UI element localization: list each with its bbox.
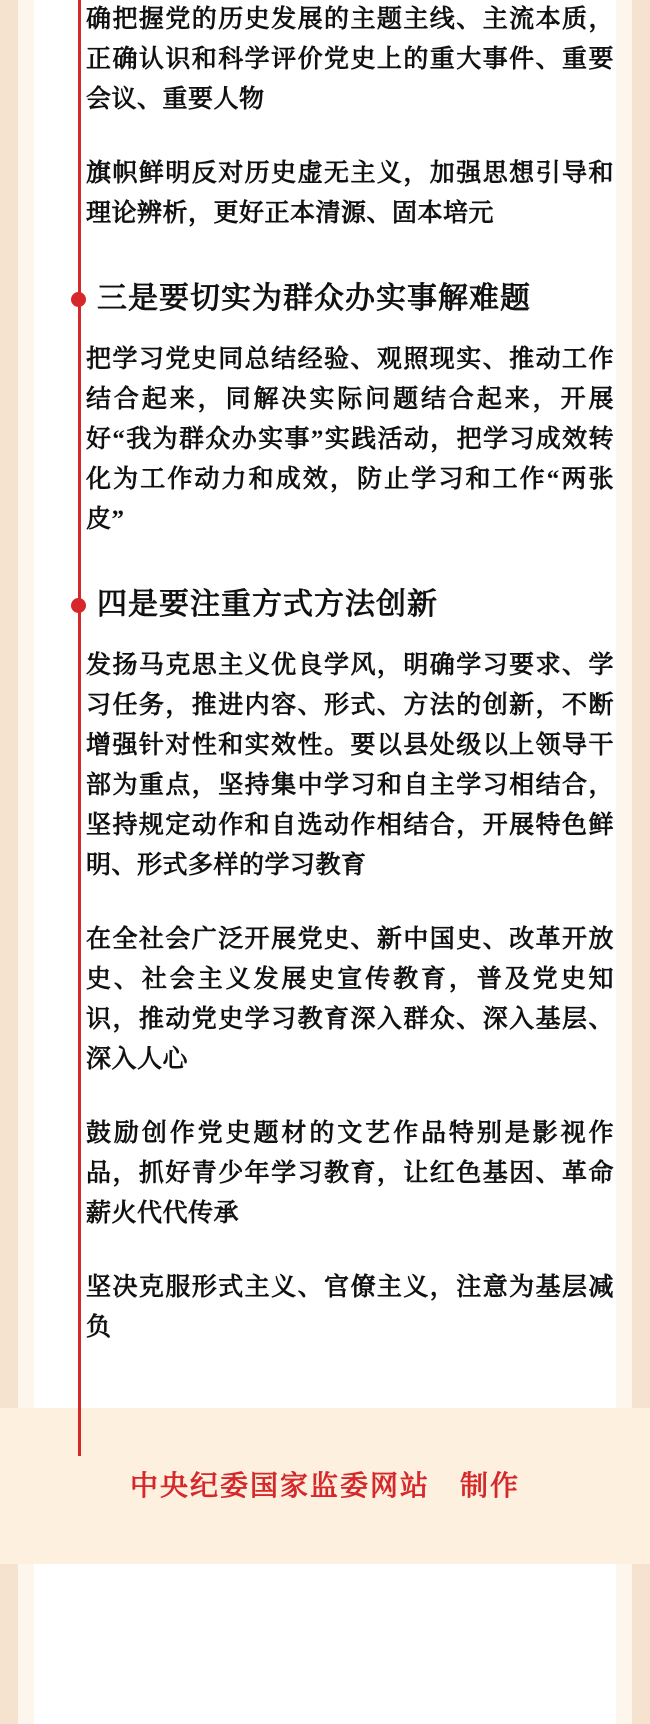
paragraph: 在全社会广泛开展党史、新中国史、改革开放史、社会主义发展史宣传教育，普及党史知识，推动党史学习教育深入群众、深入基层、深入人心 — [86, 926, 614, 1073]
section-heading: 三是要切实为群众办实事解难题 — [97, 282, 531, 315]
section-three — [60, 280, 614, 540]
paragraph: 发扬马克思主义优良学风，明确学习要求、学习任务，推进内容、形式、方法的创新，不断增强针对性和实效性。要以县处级以上领导干部为重点，坚持集中学习和自主学习相结合，坚持规定动作和自选动作相结合，开展特色鲜明、形式多样的学习教育 — [86, 652, 614, 879]
section-heading: 四是要注重方式方法创新 — [97, 588, 438, 621]
paragraph: 旗帜鲜明反对历史虚无主义，加强思想引导和理论辨析，更好正本清源、固本培元 — [86, 160, 614, 227]
paragraph: 坚决克服形式主义、官僚主义，注意为基层减负 — [86, 1274, 614, 1341]
footer-source: 中央纪委国家监委网站 — [129, 1471, 430, 1502]
bullet-dot-icon — [71, 598, 86, 613]
bullet-dot-icon — [71, 292, 86, 307]
footer-credit: 制作 — [460, 1471, 521, 1502]
paragraph: 鼓励创作党史题材的文艺作品特别是影视作品，抓好青少年学习教育，让红色基因、革命薪火代代传承 — [86, 1120, 614, 1227]
paragraph: 把学习党史同总结经验、观照现实、推动工作结合起来，同解决实际问题结合起来，开展好“我为群众办实事”实践活动，把学习成效转化为工作动力和成效，防止学习和工作“两张皮” — [86, 346, 614, 533]
section-four — [60, 586, 614, 1348]
section-heading-row — [60, 280, 614, 318]
footer — [0, 1408, 650, 1564]
paragraph: 确把握党的历史发展的主题主线、主流本质，正确认识和科学评价党史上的重大事件、重要会议、重要人物 — [86, 6, 614, 113]
intro-block — [60, 0, 614, 234]
section-heading-row — [60, 586, 614, 624]
